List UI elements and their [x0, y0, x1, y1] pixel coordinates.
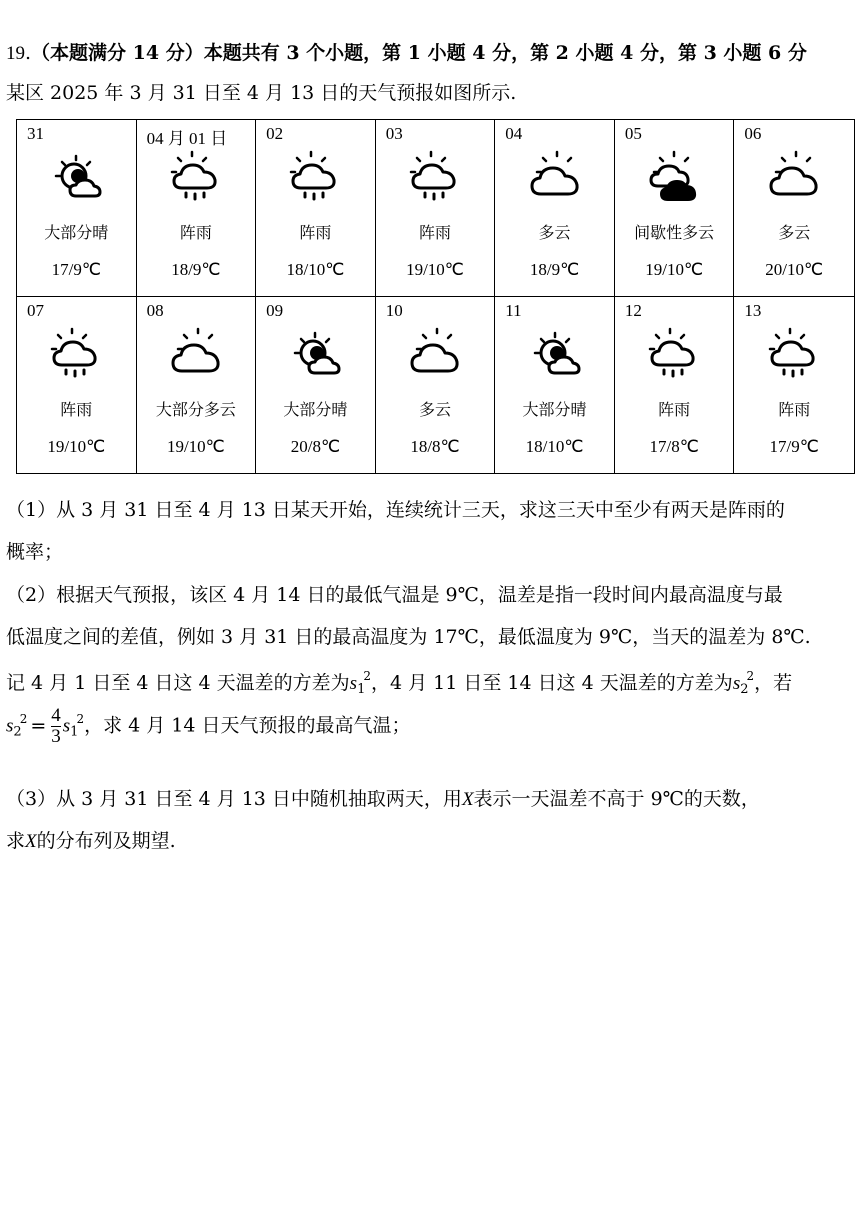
question-3-line-1: （3）从 3 月 31 日至 4 月 13 日中随机抽取两天，用X表示一天温差不高于 9℃的天数， — [6, 788, 760, 810]
weather-description: 阵雨 — [179, 223, 212, 242]
day-cell — [17, 120, 137, 297]
question-1-line-2: 概率； — [6, 541, 64, 563]
question-2-line-1: （2）根据天气预报，该区 4 月 14 日的最低气温是 9℃，温差是指一段时间内最高温度与最 — [6, 584, 783, 606]
shower-icon — [646, 327, 702, 383]
temperature-range: 18/8℃ — [410, 436, 460, 456]
day-date: 09 — [266, 300, 284, 320]
cloudy-icon — [527, 150, 583, 206]
day-cell — [495, 297, 615, 474]
day-cell — [137, 120, 257, 297]
partly-sunny-icon — [48, 150, 104, 206]
weather-description: 大部分多云 — [155, 399, 236, 419]
shower-icon — [287, 150, 343, 206]
cloudy-icon — [168, 327, 224, 383]
question-2-line-3: 记 4 月 1 日至 4 日这 4 天温差的方差为$s_1^2$，4 月 11 日至 14 日这 4 天温差的方差为$s_2^2$，若 — [6, 669, 793, 697]
weather-description: 阵雨 — [418, 223, 451, 242]
temperature-range: 20/8℃ — [290, 436, 341, 456]
day-cell — [615, 297, 735, 474]
question-3-line-2: 求X的分布列及期望. — [6, 830, 176, 852]
day-date: 12 — [624, 300, 642, 320]
weather-description: 阵雨 — [778, 399, 811, 419]
day-cell — [734, 120, 854, 297]
temperature-range: 18/9℃ — [171, 260, 221, 279]
temperature-range: 19/10℃ — [47, 436, 106, 456]
cloudy-icon — [407, 327, 463, 383]
weather-description: 阵雨 — [60, 399, 93, 419]
weather-description: 大部分晴 — [522, 399, 587, 419]
weather-description: 多云 — [418, 399, 451, 419]
weather-description: 多云 — [538, 223, 571, 242]
temperature-range: 20/10℃ — [765, 260, 824, 279]
weather-description: 阵雨 — [658, 399, 691, 419]
day-date: 04 — [505, 124, 523, 143]
question-2-line-2: 低温度之间的差值，例如 3 月 31 日的最高温度为 17℃，最低温度为 9℃，当天的温差为 8℃. — [6, 626, 811, 648]
question-number: 19 — [6, 43, 25, 64]
day-date: 06 — [744, 124, 762, 143]
day-cell — [17, 297, 137, 474]
temperature-range: 19/10℃ — [645, 260, 704, 279]
day-cell — [137, 297, 257, 474]
weather-description: 间歇性多云 — [634, 223, 715, 242]
day-cell — [734, 297, 854, 474]
score-breakdown: 本题共有 3 个小题，第 1 小题 4 分，第 2 小题 4 分，第 3 小题 6 分 — [203, 42, 807, 64]
partly-sunny-icon — [287, 327, 343, 383]
day-date: 04 月 01 日 — [146, 129, 228, 148]
day-cell — [256, 297, 376, 474]
day-date: 03 — [385, 124, 403, 143]
day-cell — [615, 120, 735, 297]
day-cell — [495, 120, 615, 297]
question-header: 19.（本题满分 14 分）本题共有 3 个小题，第 1 小题 4 分，第 2 小题 4 分，第 3 小题 6 分 — [6, 42, 807, 64]
question-1-line-1: （1）从 3 月 31 日至 4 月 13 日某天开始，连续统计三天，求这三天中至少有两天是阵雨的 — [6, 499, 785, 521]
score-note: （本题满分 14 分） — [31, 42, 204, 64]
temperature-range: 17/8℃ — [649, 436, 699, 456]
temperature-range: 18/10℃ — [286, 260, 345, 279]
day-date: 31 — [27, 124, 44, 143]
partly-sunny-icon — [527, 327, 583, 383]
weather-forecast-grid — [16, 119, 855, 474]
day-date: 07 — [27, 300, 44, 320]
temperature-range: 18/9℃ — [529, 260, 580, 279]
weather-description: 大部分晴 — [283, 399, 348, 419]
weather-description: 阵雨 — [299, 223, 332, 242]
temperature-range: 18/10℃ — [525, 436, 584, 456]
shower-icon — [766, 327, 822, 383]
intro-text: 某区 2025 年 3 月 31 日至 4 月 13 日的天气预报如图所示. — [6, 82, 517, 104]
temperature-range: 17/9℃ — [769, 436, 819, 456]
fraction-4-3: $\frac{4}{3}$ — [51, 705, 61, 747]
day-date: 08 — [146, 300, 164, 320]
temperature-range: 19/10℃ — [406, 260, 464, 279]
weather-description: 大部分晴 — [44, 223, 109, 242]
day-date: 05 — [624, 124, 642, 143]
cloudy-icon — [766, 150, 822, 206]
day-date: 13 — [744, 300, 762, 320]
day-cell — [376, 120, 496, 297]
shower-icon — [48, 327, 104, 383]
temperature-range: 17/9℃ — [51, 260, 101, 279]
shower-icon — [407, 150, 463, 206]
day-cell — [376, 297, 496, 474]
day-date: 11 — [505, 300, 522, 320]
weather-description: 多云 — [778, 223, 811, 242]
temperature-range: 19/10℃ — [166, 436, 225, 456]
day-cell — [256, 120, 376, 297]
intermittent-cloudy-icon — [646, 150, 702, 206]
day-date: 10 — [385, 300, 403, 320]
question-2-line-4: $s_2^2$ = $\frac{4}{3}$ $s_1^2$，求 4 月 14 日天气预报的最高气温； — [6, 705, 411, 747]
shower-icon — [168, 150, 224, 206]
day-date: 02 — [266, 124, 284, 143]
